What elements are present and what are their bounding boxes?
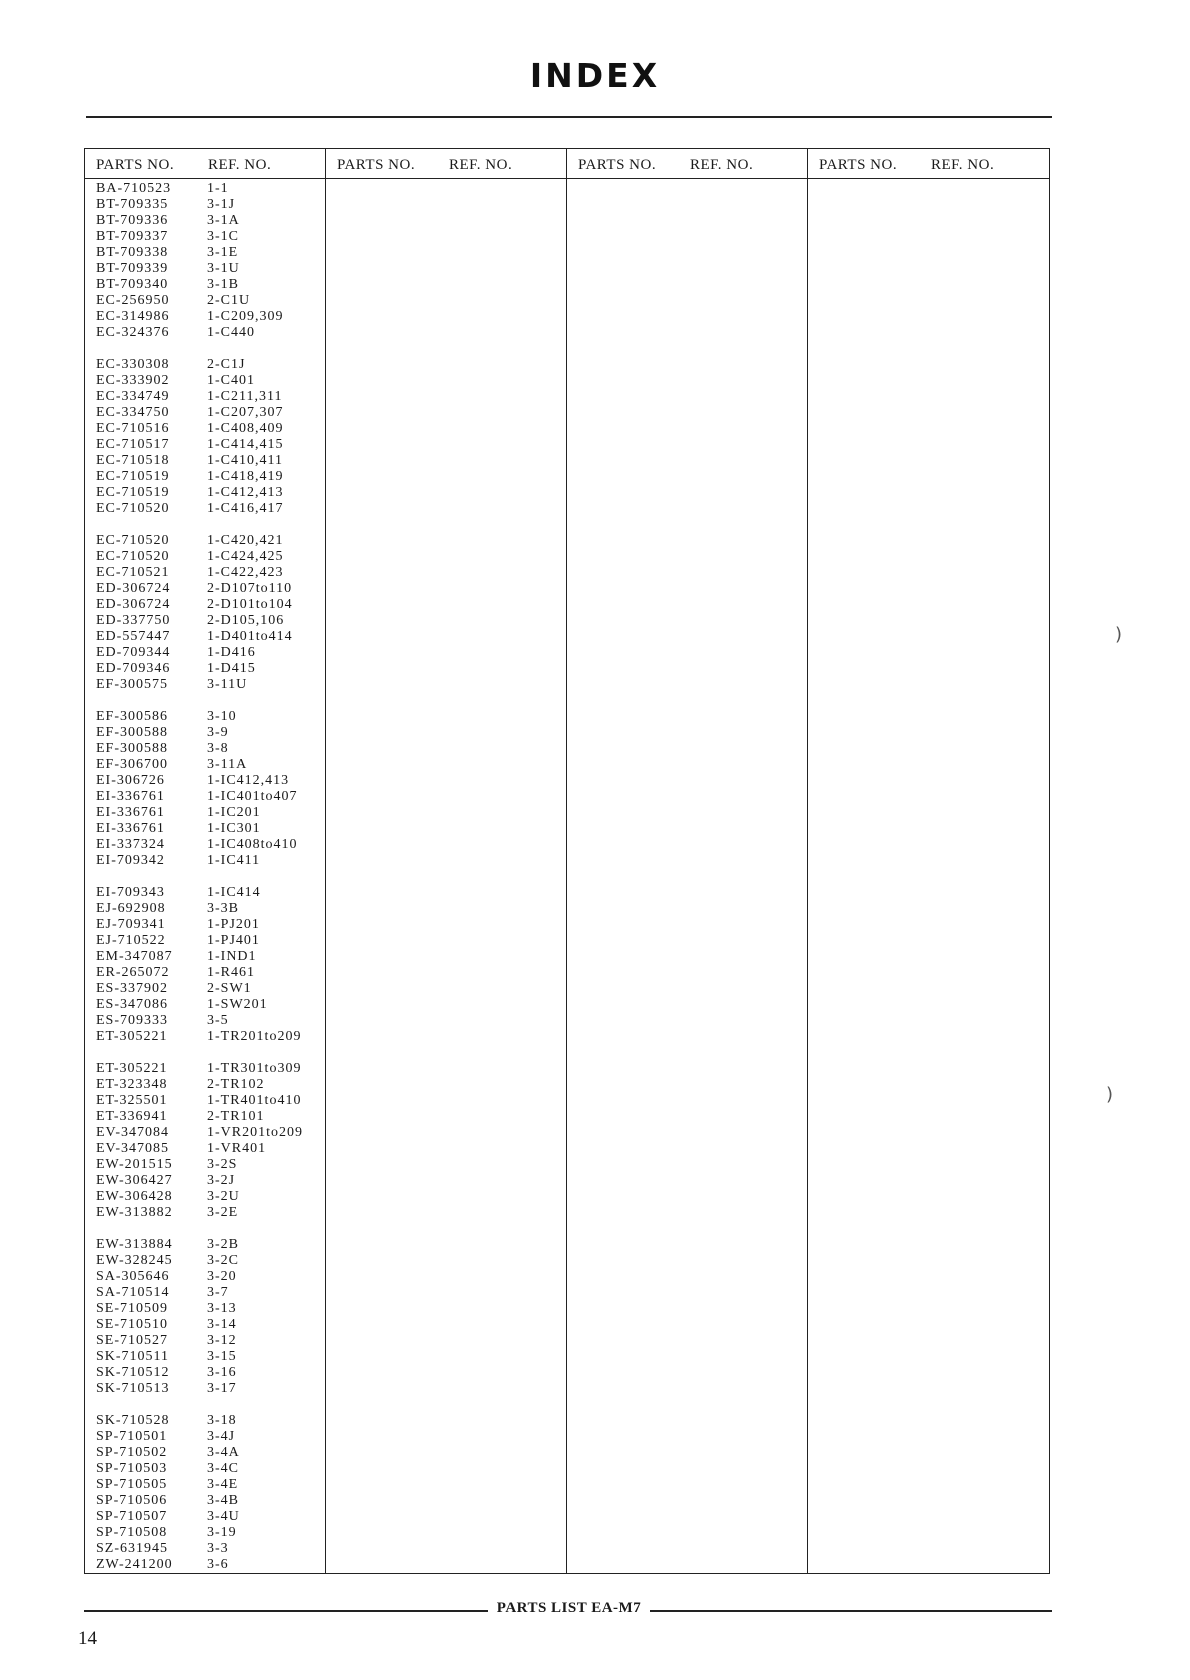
table-row [85, 917, 325, 933]
ref-no-cell: 1-C418,419 [207, 469, 284, 484]
parts-no-cell: EC-710519 [96, 469, 170, 484]
ref-no-cell: 1-C408,409 [207, 421, 284, 436]
ref-no-cell: 3-15 [207, 1349, 237, 1364]
parts-no-cell: EC-710520 [96, 549, 170, 564]
header-ref-no: REF. NO. [449, 157, 513, 173]
parts-no-cell: SP-710506 [96, 1493, 168, 1508]
parts-no-cell: EC-334750 [96, 405, 170, 420]
ref-no-cell: 3-12 [207, 1333, 237, 1348]
table-row [85, 1269, 325, 1285]
ref-no-cell: 1-C440 [207, 325, 255, 340]
table-row [85, 229, 325, 245]
parts-no-cell: EF-300575 [96, 677, 168, 692]
table-row [85, 1301, 325, 1317]
parts-no-cell: ET-325501 [96, 1093, 168, 1108]
ref-no-cell: 1-D415 [207, 661, 256, 676]
parts-no-cell: EC-710521 [96, 565, 170, 580]
table-row [85, 293, 325, 309]
table-row [85, 1349, 325, 1365]
ref-no-cell: 3-11A [207, 757, 248, 772]
table-row [85, 1493, 325, 1509]
ref-no-cell: 1-C207,307 [207, 405, 284, 420]
parts-no-cell: ED-306724 [96, 597, 171, 612]
ref-no-cell: 1-VR201to209 [207, 1125, 303, 1140]
ref-no-cell: 1-TR201to209 [207, 1029, 302, 1044]
page-title: INDEX [529, 56, 661, 95]
table-row [85, 1173, 325, 1189]
table-row [85, 197, 325, 213]
parts-no-cell: SP-710505 [96, 1477, 168, 1492]
parts-no-cell: EC-314986 [96, 309, 170, 324]
table-row [85, 741, 325, 757]
ref-no-cell: 3-13 [207, 1301, 237, 1316]
table-row [85, 1317, 325, 1333]
column-rows [85, 181, 325, 1573]
table-row [85, 1237, 325, 1253]
table-row [85, 1285, 325, 1301]
parts-no-cell: SE-710509 [96, 1301, 168, 1316]
parts-no-cell: ES-337902 [96, 981, 168, 996]
table-row [85, 533, 325, 549]
table-row [85, 213, 325, 229]
ref-no-cell: 1-VR401 [207, 1141, 267, 1156]
ref-no-cell: 1-PJ401 [207, 933, 260, 948]
table-row [85, 997, 325, 1013]
table-row [85, 325, 325, 341]
ref-no-cell: 1-IND1 [207, 949, 257, 964]
ref-no-cell: 3-4C [207, 1461, 239, 1476]
table-row [85, 933, 325, 949]
footer-rule-left [84, 1610, 488, 1612]
parts-no-cell: EC-333902 [96, 373, 170, 388]
ref-no-cell: 3-1B [207, 277, 239, 292]
parts-no-cell: EF-306700 [96, 757, 168, 772]
parts-no-cell: EC-710518 [96, 453, 170, 468]
ref-no-cell: 2-D107to110 [207, 581, 293, 596]
parts-no-cell: SP-710508 [96, 1525, 168, 1540]
parts-no-cell: BA-710523 [96, 181, 172, 196]
footer-title: PARTS LIST EA-M7 [496, 1600, 642, 1616]
ref-no-cell: 3-4A [207, 1445, 240, 1460]
table-row [85, 789, 325, 805]
ref-no-cell: 1-C209,309 [207, 309, 284, 324]
ref-no-cell: 3-4E [207, 1477, 239, 1492]
parts-no-cell: EI-336761 [96, 805, 165, 820]
parts-no-cell: EW-313882 [96, 1205, 173, 1220]
table-row [85, 405, 325, 421]
ref-no-cell: 3-7 [207, 1285, 229, 1300]
table-row [85, 581, 325, 597]
table-row [85, 1157, 325, 1173]
ref-no-cell: 1-C211,311 [207, 389, 283, 404]
parts-no-cell: ES-709333 [96, 1013, 168, 1028]
ref-no-cell: 3-2C [207, 1253, 239, 1268]
parts-no-cell: BT-709338 [96, 245, 169, 260]
parts-no-cell: EC-334749 [96, 389, 170, 404]
parts-no-cell: EC-710516 [96, 421, 170, 436]
parts-no-cell: ET-305221 [96, 1029, 168, 1044]
table-row [85, 677, 325, 693]
ref-no-cell: 1-C412,413 [207, 485, 284, 500]
parts-no-cell: EW-306427 [96, 1173, 173, 1188]
header-ref-no: REF. NO. [690, 157, 754, 173]
table-row [85, 1365, 325, 1381]
ref-no-cell: 1-C422,423 [207, 565, 284, 580]
table-row [85, 1477, 325, 1493]
table-row [85, 1461, 325, 1477]
ref-no-cell: 2-D101to104 [207, 597, 293, 612]
ref-no-cell: 3-1E [207, 245, 239, 260]
ref-no-cell: 2-C1U [207, 293, 251, 308]
column-header [326, 149, 566, 179]
column-header [85, 149, 325, 179]
ref-no-cell: 1-IC201 [207, 805, 261, 820]
ref-no-cell: 3-4B [207, 1493, 239, 1508]
ref-no-cell: 3-3B [207, 901, 239, 916]
parts-no-cell: EC-710517 [96, 437, 170, 452]
scan-margin-mark: ) [1106, 1084, 1114, 1105]
parts-no-cell: EI-337324 [96, 837, 165, 852]
parts-no-cell: SZ-631945 [96, 1541, 168, 1556]
ref-no-cell: 2-C1J [207, 357, 246, 372]
header-ref-no: REF. NO. [931, 157, 995, 173]
index-column-1 [85, 149, 326, 1573]
table-row [85, 837, 325, 853]
parts-no-cell: EC-256950 [96, 293, 170, 308]
ref-no-cell: 3-2S [207, 1157, 238, 1172]
table-row [85, 709, 325, 725]
parts-no-cell: BT-709339 [96, 261, 169, 276]
parts-no-cell: EM-347087 [96, 949, 173, 964]
parts-no-cell: EW-313884 [96, 1237, 173, 1252]
parts-no-cell: EW-306428 [96, 1189, 173, 1204]
column-header [567, 149, 807, 179]
table-row [85, 1125, 325, 1141]
table-row [85, 901, 325, 917]
table-row [85, 261, 325, 277]
header-parts-no: PARTS NO. [578, 157, 657, 173]
table-row [85, 421, 325, 437]
table-row [85, 1509, 325, 1525]
parts-no-cell: EI-336761 [96, 821, 165, 836]
ref-no-cell: 3-1A [207, 213, 240, 228]
ref-no-cell: 2-TR102 [207, 1077, 265, 1092]
parts-no-cell: EC-324376 [96, 325, 170, 340]
ref-no-cell: 1-C410,411 [207, 453, 283, 468]
column-header [808, 149, 1049, 179]
parts-no-cell: EI-306726 [96, 773, 165, 788]
table-row [85, 277, 325, 293]
ref-no-cell: 1-C416,417 [207, 501, 284, 516]
parts-no-cell: EF-300588 [96, 741, 168, 756]
table-row [85, 469, 325, 485]
table-row [85, 629, 325, 645]
table-row [85, 1381, 325, 1397]
table-row [85, 773, 325, 789]
ref-no-cell: 3-10 [207, 709, 237, 724]
table-row [85, 1141, 325, 1157]
ref-no-cell: 1-1 [207, 181, 229, 196]
parts-no-cell: BT-709336 [96, 213, 169, 228]
ref-no-cell: 3-14 [207, 1317, 237, 1332]
table-row [85, 597, 325, 613]
ref-no-cell: 1-PJ201 [207, 917, 260, 932]
parts-index-table [84, 148, 1050, 1574]
table-row [85, 389, 325, 405]
table-row [85, 805, 325, 821]
table-row [85, 485, 325, 501]
table-row [85, 965, 325, 981]
header-parts-no: PARTS NO. [819, 157, 898, 173]
ref-no-cell: 1-C414,415 [207, 437, 284, 452]
ref-no-cell: 2-SW1 [207, 981, 252, 996]
table-row [85, 549, 325, 565]
index-column-2 [326, 149, 567, 1573]
table-row [85, 757, 325, 773]
table-row [85, 661, 325, 677]
ref-no-cell: 3-17 [207, 1381, 237, 1396]
parts-no-cell: SK-710512 [96, 1365, 170, 1380]
ref-no-cell: 1-IC401to407 [207, 789, 298, 804]
parts-no-cell: BT-709335 [96, 197, 169, 212]
parts-no-cell: ET-336941 [96, 1109, 168, 1124]
table-row [85, 1189, 325, 1205]
ref-no-cell: 3-18 [207, 1413, 237, 1428]
parts-no-cell: SP-710507 [96, 1509, 168, 1524]
table-row [85, 245, 325, 261]
ref-no-cell: 3-4U [207, 1509, 240, 1524]
ref-no-cell: 1-IC411 [207, 853, 261, 868]
table-row [85, 821, 325, 837]
parts-no-cell: ER-265072 [96, 965, 170, 980]
table-row [85, 1093, 325, 1109]
title-divider [86, 116, 1052, 118]
parts-no-cell: EF-300586 [96, 709, 168, 724]
parts-no-cell: EJ-709341 [96, 917, 166, 932]
ref-no-cell: 1-C420,421 [207, 533, 284, 548]
table-row [85, 1429, 325, 1445]
ref-no-cell: 3-3 [207, 1541, 229, 1556]
parts-no-cell: EW-328245 [96, 1253, 173, 1268]
ref-no-cell: 3-20 [207, 1269, 237, 1284]
table-row [85, 1413, 325, 1429]
parts-no-cell: EJ-710522 [96, 933, 166, 948]
table-row [85, 1077, 325, 1093]
header-parts-no: PARTS NO. [337, 157, 416, 173]
parts-no-cell: EF-300588 [96, 725, 168, 740]
table-row [85, 613, 325, 629]
ref-no-cell: 3-2J [207, 1173, 236, 1188]
parts-no-cell: EI-709342 [96, 853, 165, 868]
table-row [85, 501, 325, 517]
page-number: 14 [78, 1628, 97, 1649]
table-row [85, 565, 325, 581]
parts-no-cell: SP-710502 [96, 1445, 168, 1460]
ref-no-cell: 1-TR401to410 [207, 1093, 302, 1108]
ref-no-cell: 2-D105,106 [207, 613, 285, 628]
header-parts-no: PARTS NO. [96, 157, 175, 173]
footer-rule-right [650, 1610, 1052, 1612]
ref-no-cell: 1-IC408to410 [207, 837, 298, 852]
parts-no-cell: EC-710519 [96, 485, 170, 500]
table-row [85, 1061, 325, 1077]
ref-no-cell: 3-19 [207, 1525, 237, 1540]
ref-no-cell: 3-5 [207, 1013, 229, 1028]
parts-no-cell: ET-305221 [96, 1061, 168, 1076]
parts-no-cell: SA-710514 [96, 1285, 170, 1300]
ref-no-cell: 1-IC301 [207, 821, 261, 836]
table-row [85, 453, 325, 469]
table-row [85, 1013, 325, 1029]
ref-no-cell: 3-2B [207, 1237, 239, 1252]
parts-no-cell: SK-710528 [96, 1413, 170, 1428]
ref-no-cell: 3-1C [207, 229, 239, 244]
parts-no-cell: ED-709344 [96, 645, 171, 660]
parts-no-cell: SP-710501 [96, 1429, 168, 1444]
ref-no-cell: 1-D401to414 [207, 629, 293, 644]
table-row [85, 1109, 325, 1125]
ref-no-cell: 3-1J [207, 197, 236, 212]
header-ref-no: REF. NO. [208, 157, 272, 173]
parts-no-cell: EW-201515 [96, 1157, 173, 1172]
parts-no-cell: ED-337750 [96, 613, 171, 628]
ref-no-cell: 3-16 [207, 1365, 237, 1380]
table-row [85, 645, 325, 661]
parts-no-cell: SE-710527 [96, 1333, 168, 1348]
ref-no-cell: 1-IC412,413 [207, 773, 290, 788]
parts-no-cell: BT-709340 [96, 277, 169, 292]
parts-no-cell: SE-710510 [96, 1317, 168, 1332]
table-row [85, 181, 325, 197]
ref-no-cell: 1-R461 [207, 965, 255, 980]
parts-no-cell: BT-709337 [96, 229, 169, 244]
table-row [85, 1029, 325, 1045]
ref-no-cell: 1-SW201 [207, 997, 268, 1012]
parts-no-cell: EV-347084 [96, 1125, 170, 1140]
ref-no-cell: 1-C401 [207, 373, 255, 388]
parts-no-cell: EI-336761 [96, 789, 165, 804]
table-row [85, 949, 325, 965]
parts-no-cell: ES-347086 [96, 997, 168, 1012]
ref-no-cell: 3-11U [207, 677, 248, 692]
ref-no-cell: 2-TR101 [207, 1109, 265, 1124]
table-row [85, 1205, 325, 1221]
table-row [85, 437, 325, 453]
table-row [85, 1557, 325, 1573]
ref-no-cell: 3-9 [207, 725, 229, 740]
parts-no-cell: EJ-692908 [96, 901, 166, 916]
ref-no-cell: 3-4J [207, 1429, 236, 1444]
parts-no-cell: EI-709343 [96, 885, 165, 900]
parts-no-cell: EV-347085 [96, 1141, 170, 1156]
table-row [85, 1445, 325, 1461]
table-row [85, 725, 325, 741]
ref-no-cell: 3-2U [207, 1189, 240, 1204]
scan-margin-mark: ) [1115, 624, 1123, 645]
table-row [85, 357, 325, 373]
ref-no-cell: 3-8 [207, 741, 229, 756]
parts-no-cell: SK-710513 [96, 1381, 170, 1396]
table-row [85, 1333, 325, 1349]
ref-no-cell: 1-D416 [207, 645, 256, 660]
table-row [85, 885, 325, 901]
parts-no-cell: ED-306724 [96, 581, 171, 596]
table-row [85, 1525, 325, 1541]
table-row [85, 309, 325, 325]
table-row [85, 373, 325, 389]
ref-no-cell: 1-TR301to309 [207, 1061, 302, 1076]
ref-no-cell: 3-6 [207, 1557, 229, 1572]
index-column-4 [808, 149, 1049, 1573]
parts-no-cell: SK-710511 [96, 1349, 170, 1364]
parts-no-cell: SA-305646 [96, 1269, 170, 1284]
table-row [85, 1253, 325, 1269]
parts-no-cell: EC-710520 [96, 501, 170, 516]
parts-no-cell: SP-710503 [96, 1461, 168, 1476]
table-row [85, 981, 325, 997]
parts-no-cell: ED-557447 [96, 629, 171, 644]
table-row [85, 1541, 325, 1557]
ref-no-cell: 3-1U [207, 261, 240, 276]
parts-no-cell: EC-710520 [96, 533, 170, 548]
parts-no-cell: ED-709346 [96, 661, 171, 676]
ref-no-cell: 3-2E [207, 1205, 239, 1220]
ref-no-cell: 1-C424,425 [207, 549, 284, 564]
ref-no-cell: 1-IC414 [207, 885, 261, 900]
parts-no-cell: ET-323348 [96, 1077, 168, 1092]
parts-no-cell: EC-330308 [96, 357, 170, 372]
index-column-3 [567, 149, 808, 1573]
parts-no-cell: ZW-241200 [96, 1557, 173, 1572]
table-row [85, 853, 325, 869]
